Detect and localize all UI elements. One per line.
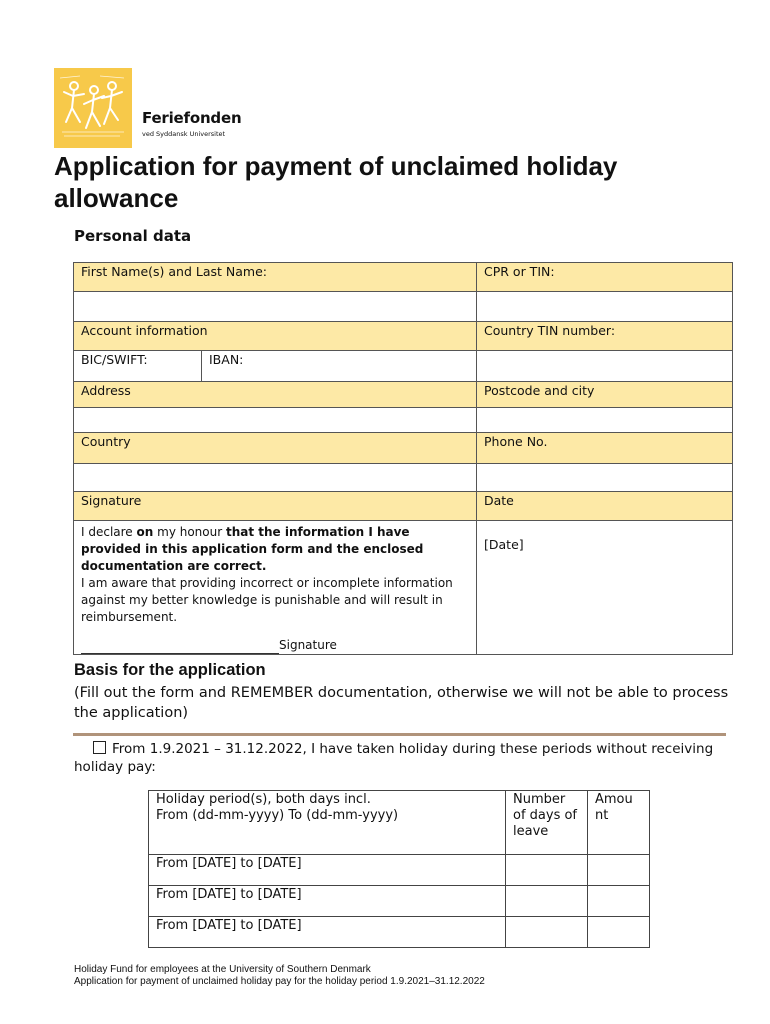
divider — [73, 733, 726, 736]
days-field-2[interactable] — [506, 886, 588, 917]
dancing-figures-icon — [60, 74, 126, 142]
signature-label: Signature — [74, 492, 477, 521]
holiday-checkbox[interactable] — [93, 741, 106, 754]
bic-field[interactable] — [74, 351, 202, 382]
name-label: First Name(s) and Last Name: — [74, 263, 477, 292]
declaration-part: my honour — [153, 525, 226, 539]
header-period — [149, 791, 506, 855]
country-tin-label: Country TIN number: — [477, 322, 733, 351]
signature-line[interactable] — [81, 634, 469, 654]
period-row-3[interactable]: From [DATE] to [DATE] — [149, 917, 506, 948]
account-label: Account information — [74, 322, 477, 351]
amount-field-2[interactable] — [588, 886, 650, 917]
header-days: Number of days of leave — [506, 791, 588, 855]
iban-label: IBAN: — [209, 352, 244, 367]
date-label: Date — [477, 492, 733, 521]
brand-subtitle: ved Syddansk Universitet — [142, 130, 226, 138]
personal-data-heading: Personal data — [74, 227, 192, 245]
amount-field-1[interactable] — [588, 855, 650, 886]
name-field[interactable] — [74, 292, 477, 322]
header-amount: Amou nt — [588, 791, 650, 855]
bic-label: BIC/SWIFT: — [81, 352, 148, 367]
holiday-checkbox-text: From 1.9.2021 – 31.12.2022, I have taken holiday during these periods without receiving holiday pay: — [74, 741, 714, 775]
holiday-checkbox-row — [74, 740, 734, 776]
iban-field[interactable] — [202, 351, 477, 382]
postcode-label: Postcode and city — [477, 382, 733, 408]
period-row-1[interactable]: From [DATE] to [DATE] — [149, 855, 506, 886]
amount-field-3[interactable] — [588, 917, 650, 948]
declaration-text — [81, 524, 469, 626]
holiday-periods-table — [148, 790, 650, 948]
footer-line-1: Holiday Fund for employees at the University of Southern Denmark — [74, 964, 371, 975]
header-period-sub: From (dd-mm-yyyy) To (dd-mm-yyyy) — [156, 808, 399, 823]
declaration-part: on — [136, 525, 154, 539]
footer-line-2: Application for payment of unclaimed holiday pay for the holiday period 1.9.2021–31.12.2022 — [74, 976, 485, 987]
declaration-part: I am aware that providing incorrect or incomplete information against my better knowledge is punishable and will result in reimbursement. — [81, 576, 453, 624]
document-title: Application for payment of unclaimed holiday allowance — [54, 151, 618, 213]
period-row-2[interactable]: From [DATE] to [DATE] — [149, 886, 506, 917]
basis-note: (Fill out the form and REMEMBER documentation, otherwise we will not be able to process the application) — [74, 685, 729, 721]
country-label: Country — [74, 433, 477, 464]
cpr-label: CPR or TIN: — [477, 263, 733, 292]
phone-field[interactable] — [477, 464, 733, 492]
declaration-part: I declare — [81, 525, 137, 539]
feriefonden-logo — [54, 68, 132, 148]
address-label: Address — [74, 382, 477, 408]
signature-caption: Signature — [279, 638, 337, 652]
days-field-3[interactable] — [506, 917, 588, 948]
date-field[interactable] — [477, 521, 733, 655]
declaration-part: that the information I have provided in this application form and the enclosed documentation are correct. — [81, 525, 424, 573]
phone-label: Phone No. — [477, 433, 733, 464]
address-field[interactable] — [74, 408, 477, 433]
basis-heading: Basis for the application — [74, 661, 266, 679]
cpr-field[interactable] — [477, 292, 733, 322]
date-placeholder: [Date] — [484, 537, 524, 552]
personal-data-table — [73, 262, 733, 655]
country-field[interactable] — [74, 464, 477, 492]
postcode-field[interactable] — [477, 408, 733, 433]
declaration-cell — [74, 521, 477, 655]
signature-underline — [81, 639, 279, 654]
page-footer — [74, 964, 485, 988]
header-period-label: Holiday period(s), both days incl. — [156, 792, 371, 807]
brand-name: Feriefonden — [142, 109, 242, 127]
country-tin-field[interactable] — [477, 351, 733, 382]
days-field-1[interactable] — [506, 855, 588, 886]
